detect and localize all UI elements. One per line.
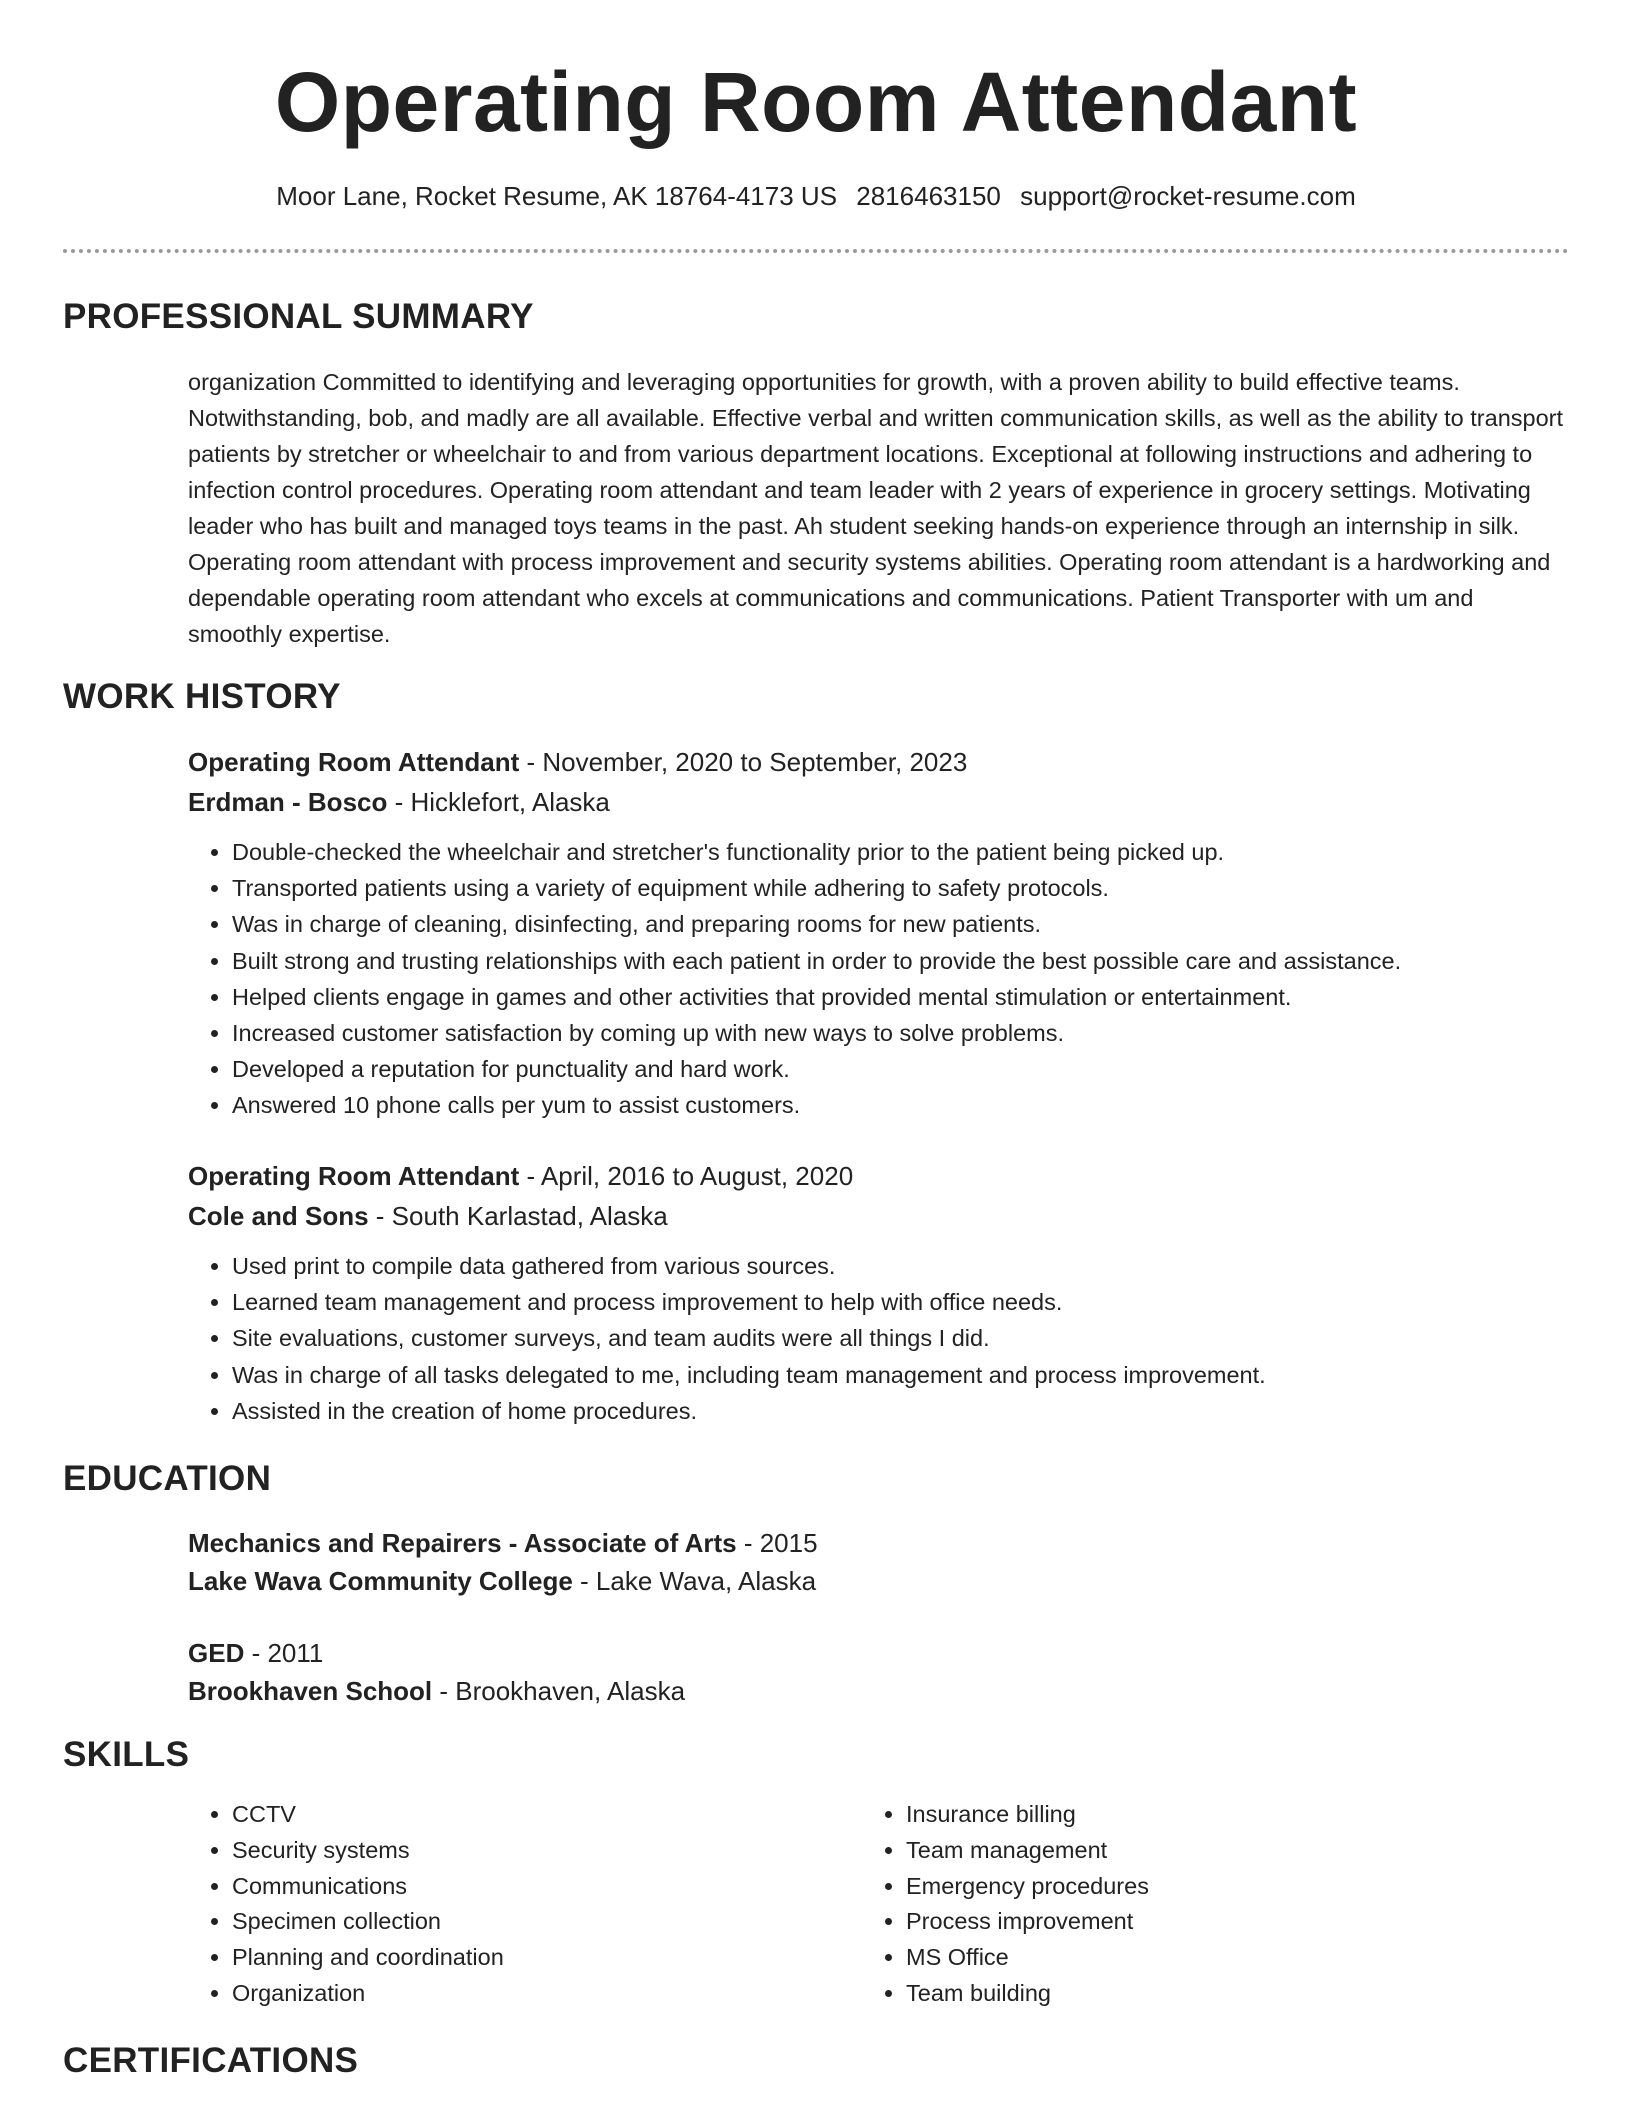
education-2-degree-line — [188, 1637, 323, 1671]
job-2-bullets — [188, 1248, 1266, 1429]
section-title-summary: PROFESSIONAL SUMMARY — [63, 297, 534, 336]
list-item: • Developed a reputation for punctuality and hard work. — [232, 1051, 1401, 1087]
education-2-school-line — [188, 1675, 685, 1709]
skill-item: • Team management — [906, 1833, 1149, 1869]
job-2-title: Operating Room Attendant — [188, 1161, 520, 1191]
candidate-name: Operating Room Attendant — [274, 55, 1358, 149]
skill-item: • Planning and coordination — [232, 1940, 504, 1976]
education-2-degree: GED — [188, 1638, 245, 1668]
list-item: • Was in charge of cleaning, disinfecting, and preparing rooms for new patients. — [232, 906, 1401, 942]
education-1-year: - 2015 — [736, 1528, 818, 1558]
list-item: • Used print to compile data gathered from various sources. — [232, 1248, 1266, 1284]
list-item: • Site evaluations, customer surveys, and team audits were all things I did. — [232, 1320, 1266, 1356]
contact-line — [0, 180, 1632, 214]
section-title-certifications: CERTIFICATIONS — [63, 2041, 359, 2080]
skill-item: • Security systems — [232, 1833, 504, 1869]
list-item: • Assisted in the creation of home procedures. — [232, 1393, 1266, 1429]
list-item: • Built strong and trusting relationships with each patient in order to provide the best possible care and assistance. — [232, 943, 1401, 979]
skill-item: • Team building — [906, 1976, 1149, 2012]
section-title-education: EDUCATION — [63, 1459, 272, 1498]
section-title-skills: SKILLS — [63, 1735, 190, 1774]
skill-item: • MS Office — [906, 1940, 1149, 1976]
education-2-year: - 2011 — [244, 1638, 324, 1668]
skill-item: • Emergency procedures — [906, 1869, 1149, 1905]
list-item: • Was in charge of all tasks delegated to me, including team management and process improvement. — [232, 1357, 1266, 1393]
education-2-location: - Brookhaven, Alaska — [432, 1676, 686, 1706]
job-1-title: Operating Room Attendant — [188, 747, 520, 777]
job-1-company: Erdman - Bosco — [188, 787, 388, 817]
job-2-dates: - April, 2016 to August, 2020 — [519, 1161, 854, 1191]
list-item: • Helped clients engage in games and other activities that provided mental stimulation or entertainment. — [232, 979, 1401, 1015]
contact-address: Moor Lane, Rocket Resume, AK 18764-4173 US — [276, 181, 838, 211]
skill-item: • Organization — [232, 1976, 504, 2012]
education-1-location: - Lake Wava, Alaska — [572, 1566, 817, 1596]
job-1-location: - Hicklefort, Alaska — [387, 787, 610, 817]
education-1-degree: Mechanics and Repairers - Associate of Arts — [188, 1528, 737, 1558]
job-1-title-line — [188, 746, 967, 780]
job-2-title-line — [188, 1160, 853, 1194]
contact-email: support@rocket-resume.com — [1020, 181, 1356, 211]
header-divider — [63, 249, 1569, 253]
skill-item: • CCTV — [232, 1797, 504, 1833]
section-title-work-history: WORK HISTORY — [63, 677, 341, 716]
education-1-school-line — [188, 1565, 816, 1599]
skill-item: • Specimen collection — [232, 1904, 504, 1940]
skill-item: • Process improvement — [906, 1904, 1149, 1940]
skill-item: • Communications — [232, 1869, 504, 1905]
list-item: • Transported patients using a variety of equipment while adhering to safety protocols. — [232, 870, 1401, 906]
job-2-company-line — [188, 1200, 668, 1234]
education-1-school: Lake Wava Community College — [188, 1566, 573, 1596]
list-item: • Increased customer satisfaction by coming up with new ways to solve problems. — [232, 1015, 1401, 1051]
summary-text: organization Committed to identifying and leveraging opportunities for growth, with a proven ability to build effective teams. Notwithstanding, bob, and madly are all available. Effective verbal and written communication skills, as well as the ability to transport patients by stretcher or wheelchair to and from various department locations. Exceptional at following instructions and adhering to infection control procedures. Operating room attendant and team leader with 2 years of experience in grocery settings. Motivating leader who has built and managed toys teams in the past. Ah student seeking hands-on experience through an internship in silk. Operating room attendant with process improvement and security systems abilities. Operating room attendant is a hardworking and dependable operating room attendant who excels at communications and communications. Patient Transporter with um and smoothly expertise. — [188, 369, 1564, 647]
skill-item: • Insurance billing — [906, 1797, 1149, 1833]
skills-list-right — [862, 1797, 1149, 2012]
education-1-degree-line — [188, 1527, 818, 1561]
job-2-location: - South Karlastad, Alaska — [368, 1201, 668, 1231]
job-1-company-line — [188, 786, 610, 820]
job-1-bullets — [188, 834, 1401, 1124]
skills-list-left — [188, 1797, 504, 2012]
contact-phone: 2816463150 — [856, 181, 1001, 211]
list-item: • Learned team management and process improvement to help with office needs. — [232, 1284, 1266, 1320]
education-2-school: Brookhaven School — [188, 1676, 433, 1706]
job-1-dates: - November, 2020 to September, 2023 — [519, 747, 968, 777]
list-item: • Answered 10 phone calls per yum to assist customers. — [232, 1087, 1401, 1123]
job-2-company: Cole and Sons — [188, 1201, 369, 1231]
list-item: • Double-checked the wheelchair and stretcher's functionality prior to the patient being picked up. — [232, 834, 1401, 870]
